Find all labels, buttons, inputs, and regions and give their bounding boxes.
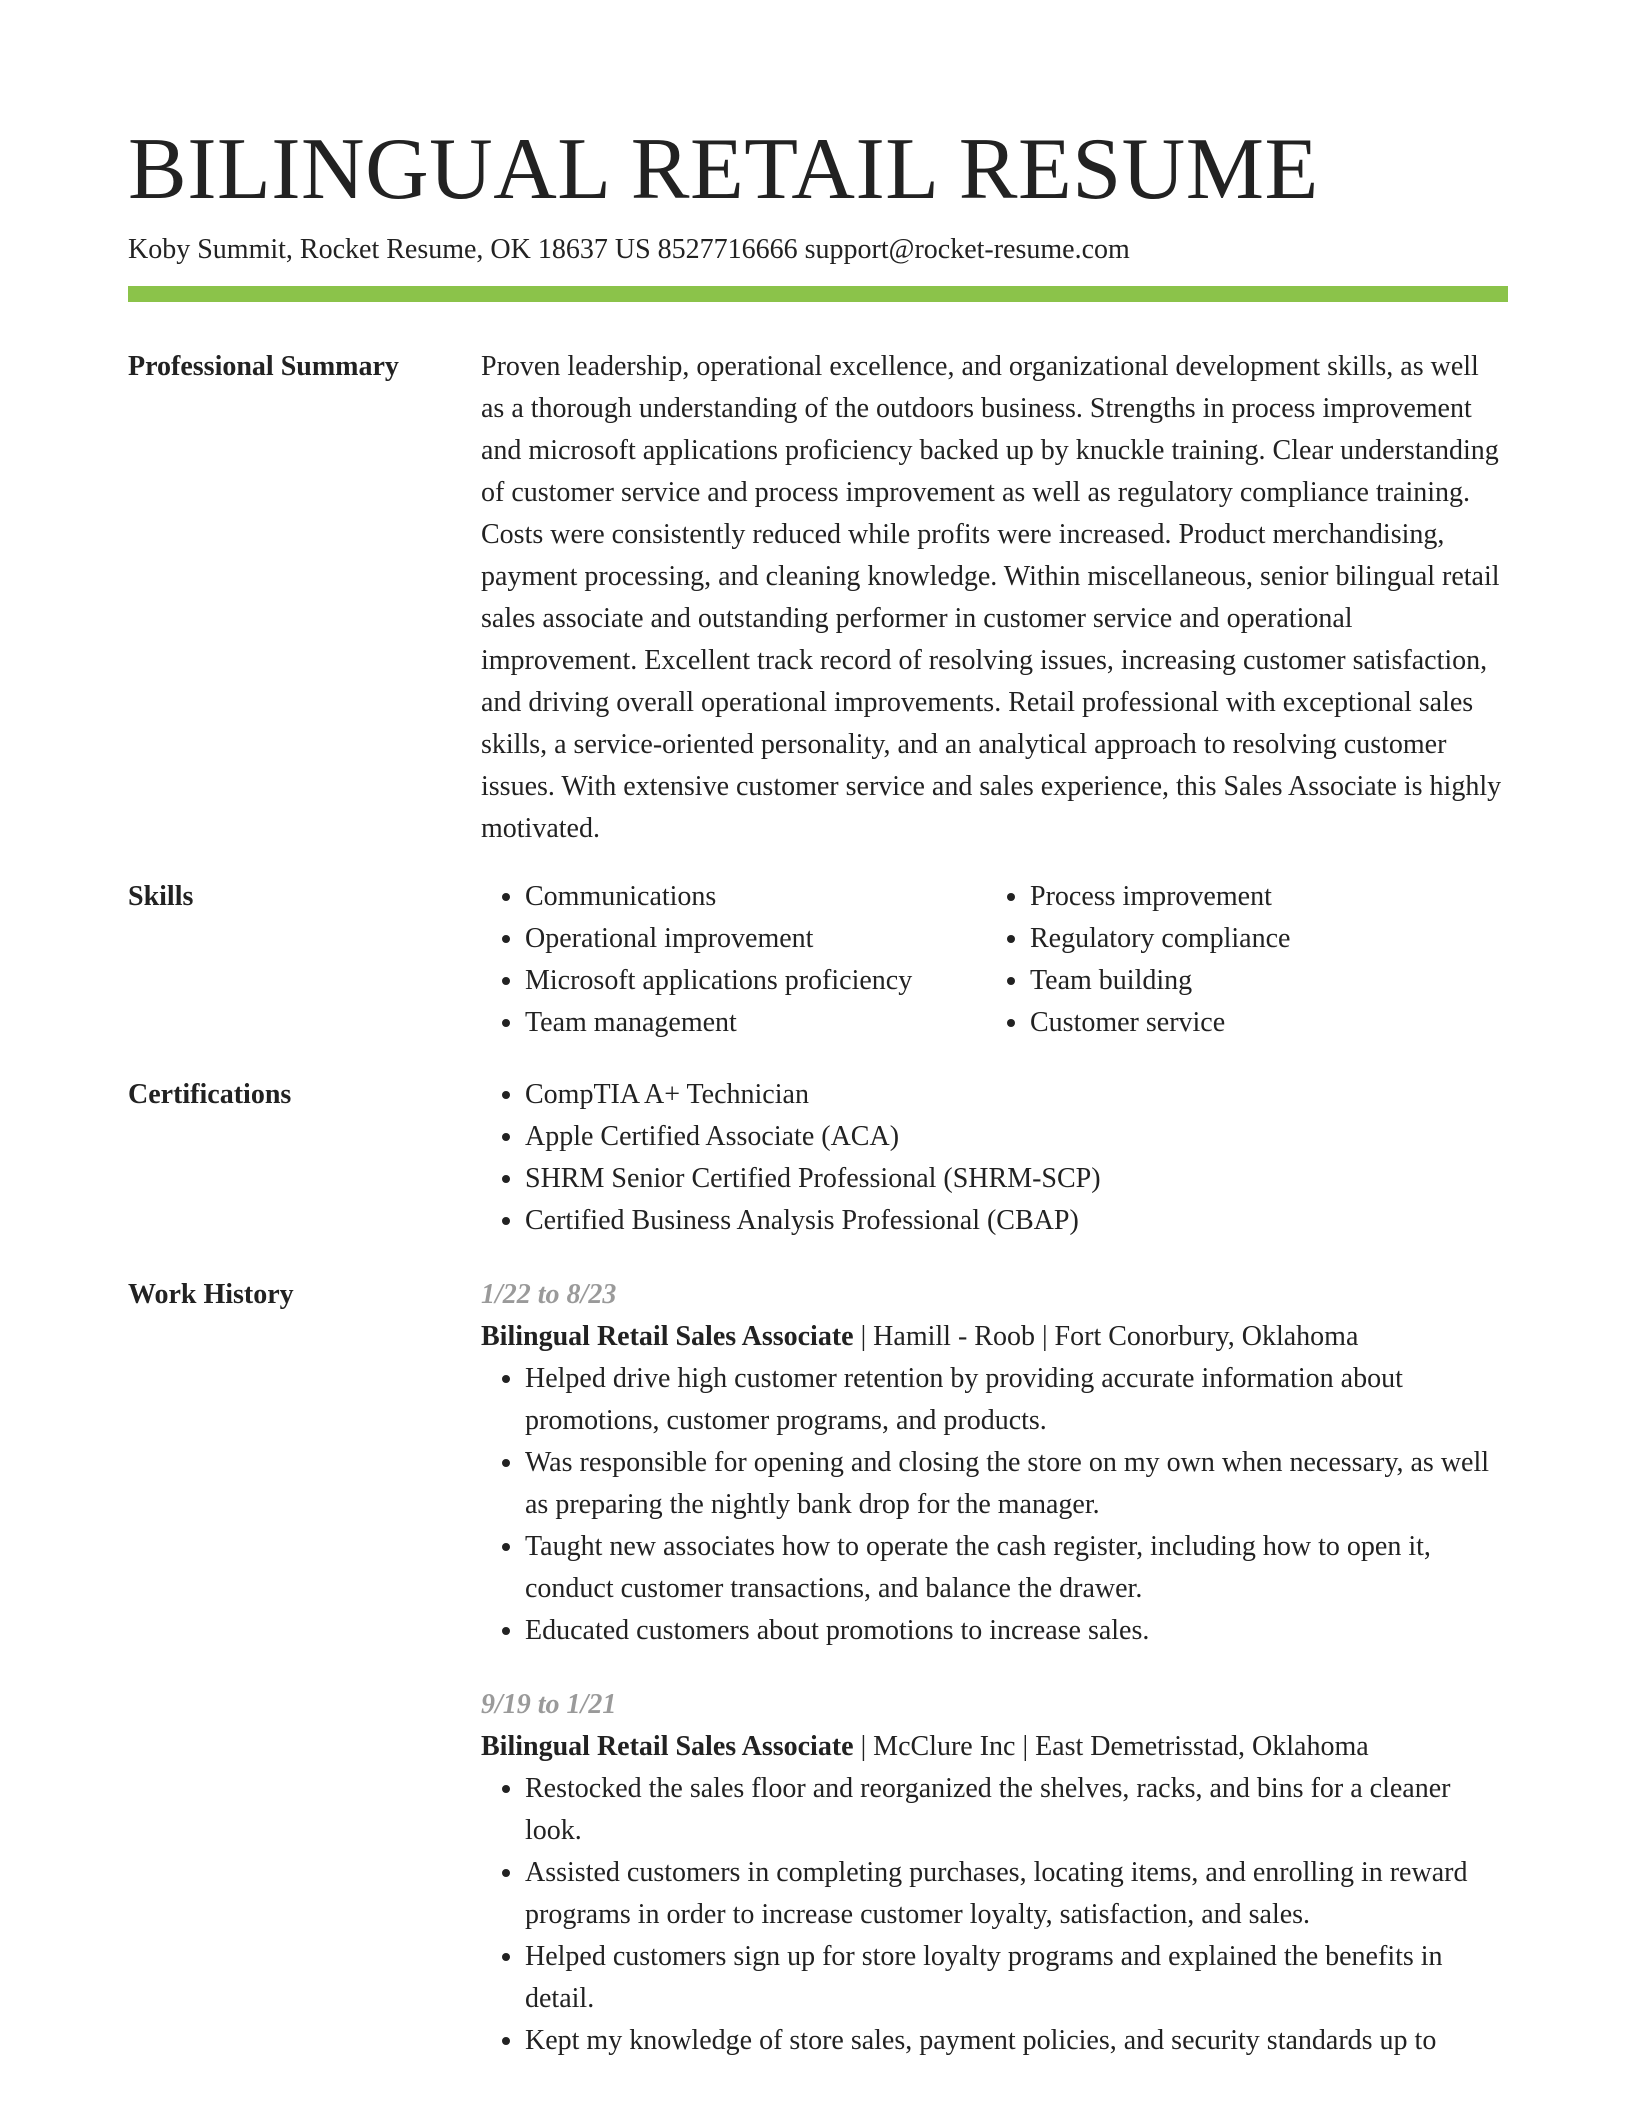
job-title: Bilingual Retail Sales Associate [481,1731,854,1762]
certifications-list [481,1074,1508,1242]
skills-body [481,876,1508,1044]
job-duty: • Assisted customers in completing purchases, locating items, and enrolling in reward programs in order to increase customer loyalty, satisfaction, and sales. [525,1852,1508,1936]
job-duties [481,1768,1508,2062]
skill-item: • Microsoft applications proficiency [525,960,986,1002]
job-duty: • Educated customers about promotions to increase sales. [525,1610,1508,1652]
work-history-body [481,1274,1508,2062]
job-duty: • Kept my knowledge of store sales, payment policies, and security standards up to [525,2020,1508,2062]
certifications-heading: Certifications [128,1079,292,1110]
skill-item: • Regulatory compliance [1030,918,1491,960]
job-duty: • Was responsible for opening and closing the store on my own when necessary, as well as preparing the nightly bank drop for the manager. [525,1442,1508,1526]
skill-item: • Team building [1030,960,1491,1002]
job-title: Bilingual Retail Sales Associate [481,1321,854,1352]
job-duty: • Restocked the sales floor and reorganized the shelves, racks, and bins for a cleaner look. [525,1768,1508,1852]
job-duties [481,1358,1508,1652]
skill-item: • Team management [525,1002,986,1044]
job-dates: 1/22 to 8/23 [481,1279,617,1310]
certification-item: • CompTIA A+ Technician [525,1074,1508,1116]
summary-body [481,346,1508,850]
skill-item: • Operational improvement [525,918,986,960]
job-duty: • Helped customers sign up for store loyalty programs and explained the benefits in detail. [525,1936,1508,2020]
skill-item: • Customer service [1030,1002,1491,1044]
skills-column-right [986,876,1491,1044]
resume-title: BILINGUAL RETAIL RESUME [128,121,1319,218]
header-divider [128,286,1508,302]
certification-item: • Certified Business Analysis Professional (CBAP) [525,1200,1508,1242]
job-entry [481,1684,1508,2062]
job-employer-location: | McClure Inc | East Demetrisstad, Oklahoma [853,1731,1369,1762]
job-entry [481,1274,1508,1652]
skill-item: • Communications [525,876,986,918]
summary-text: Proven leadership, operational excellence, and organizational development skills, as well as a thorough understanding of the outdoors business. Strengths in process improvement and microsoft applications proficiency backed up by knuckle training. Clear understanding of customer service and process improvement as well as regulatory compliance training. Costs were consistently reduced while profits were increased. Product merchandising, payment processing, and cleaning knowledge. Within miscellaneous, senior bilingual retail sales associate and outstanding performer in customer service and operational improvement. Excellent track record of resolving issues, increasing customer satisfaction, and driving overall operational improvements. Retail professional with exceptional sales skills, a service-oriented personality, and an analytical approach to resolving customer issues. With extensive customer service and sales experience, this Sales Associate is highly motivated. [481,351,1502,844]
job-duty: • Taught new associates how to operate the cash register, including how to open it, conduct customer transactions, and balance the drawer. [525,1526,1508,1610]
certification-item: • SHRM Senior Certified Professional (SHRM-SCP) [525,1158,1508,1200]
job-employer-location: | Hamill - Roob | Fort Conorbury, Oklahoma [853,1321,1359,1352]
job-heading [481,1726,1508,1768]
certification-item: • Apple Certified Associate (ACA) [525,1116,1508,1158]
certifications-body [481,1074,1508,1242]
skills-grid [481,876,1508,1044]
job-dates: 9/19 to 1/21 [481,1689,617,1720]
skills-heading: Skills [128,881,194,912]
skill-item: • Process improvement [1030,876,1491,918]
summary-heading: Professional Summary [128,351,399,382]
work-history-heading: Work History [128,1279,294,1310]
skills-column-left [481,876,986,1044]
contact-line: Koby Summit, Rocket Resume, OK 18637 US 8527716666 support@rocket-resume.com [128,234,1130,265]
job-duty: • Helped drive high customer retention by providing accurate information about promotions, customer programs, and products. [525,1358,1508,1442]
job-heading [481,1316,1508,1358]
